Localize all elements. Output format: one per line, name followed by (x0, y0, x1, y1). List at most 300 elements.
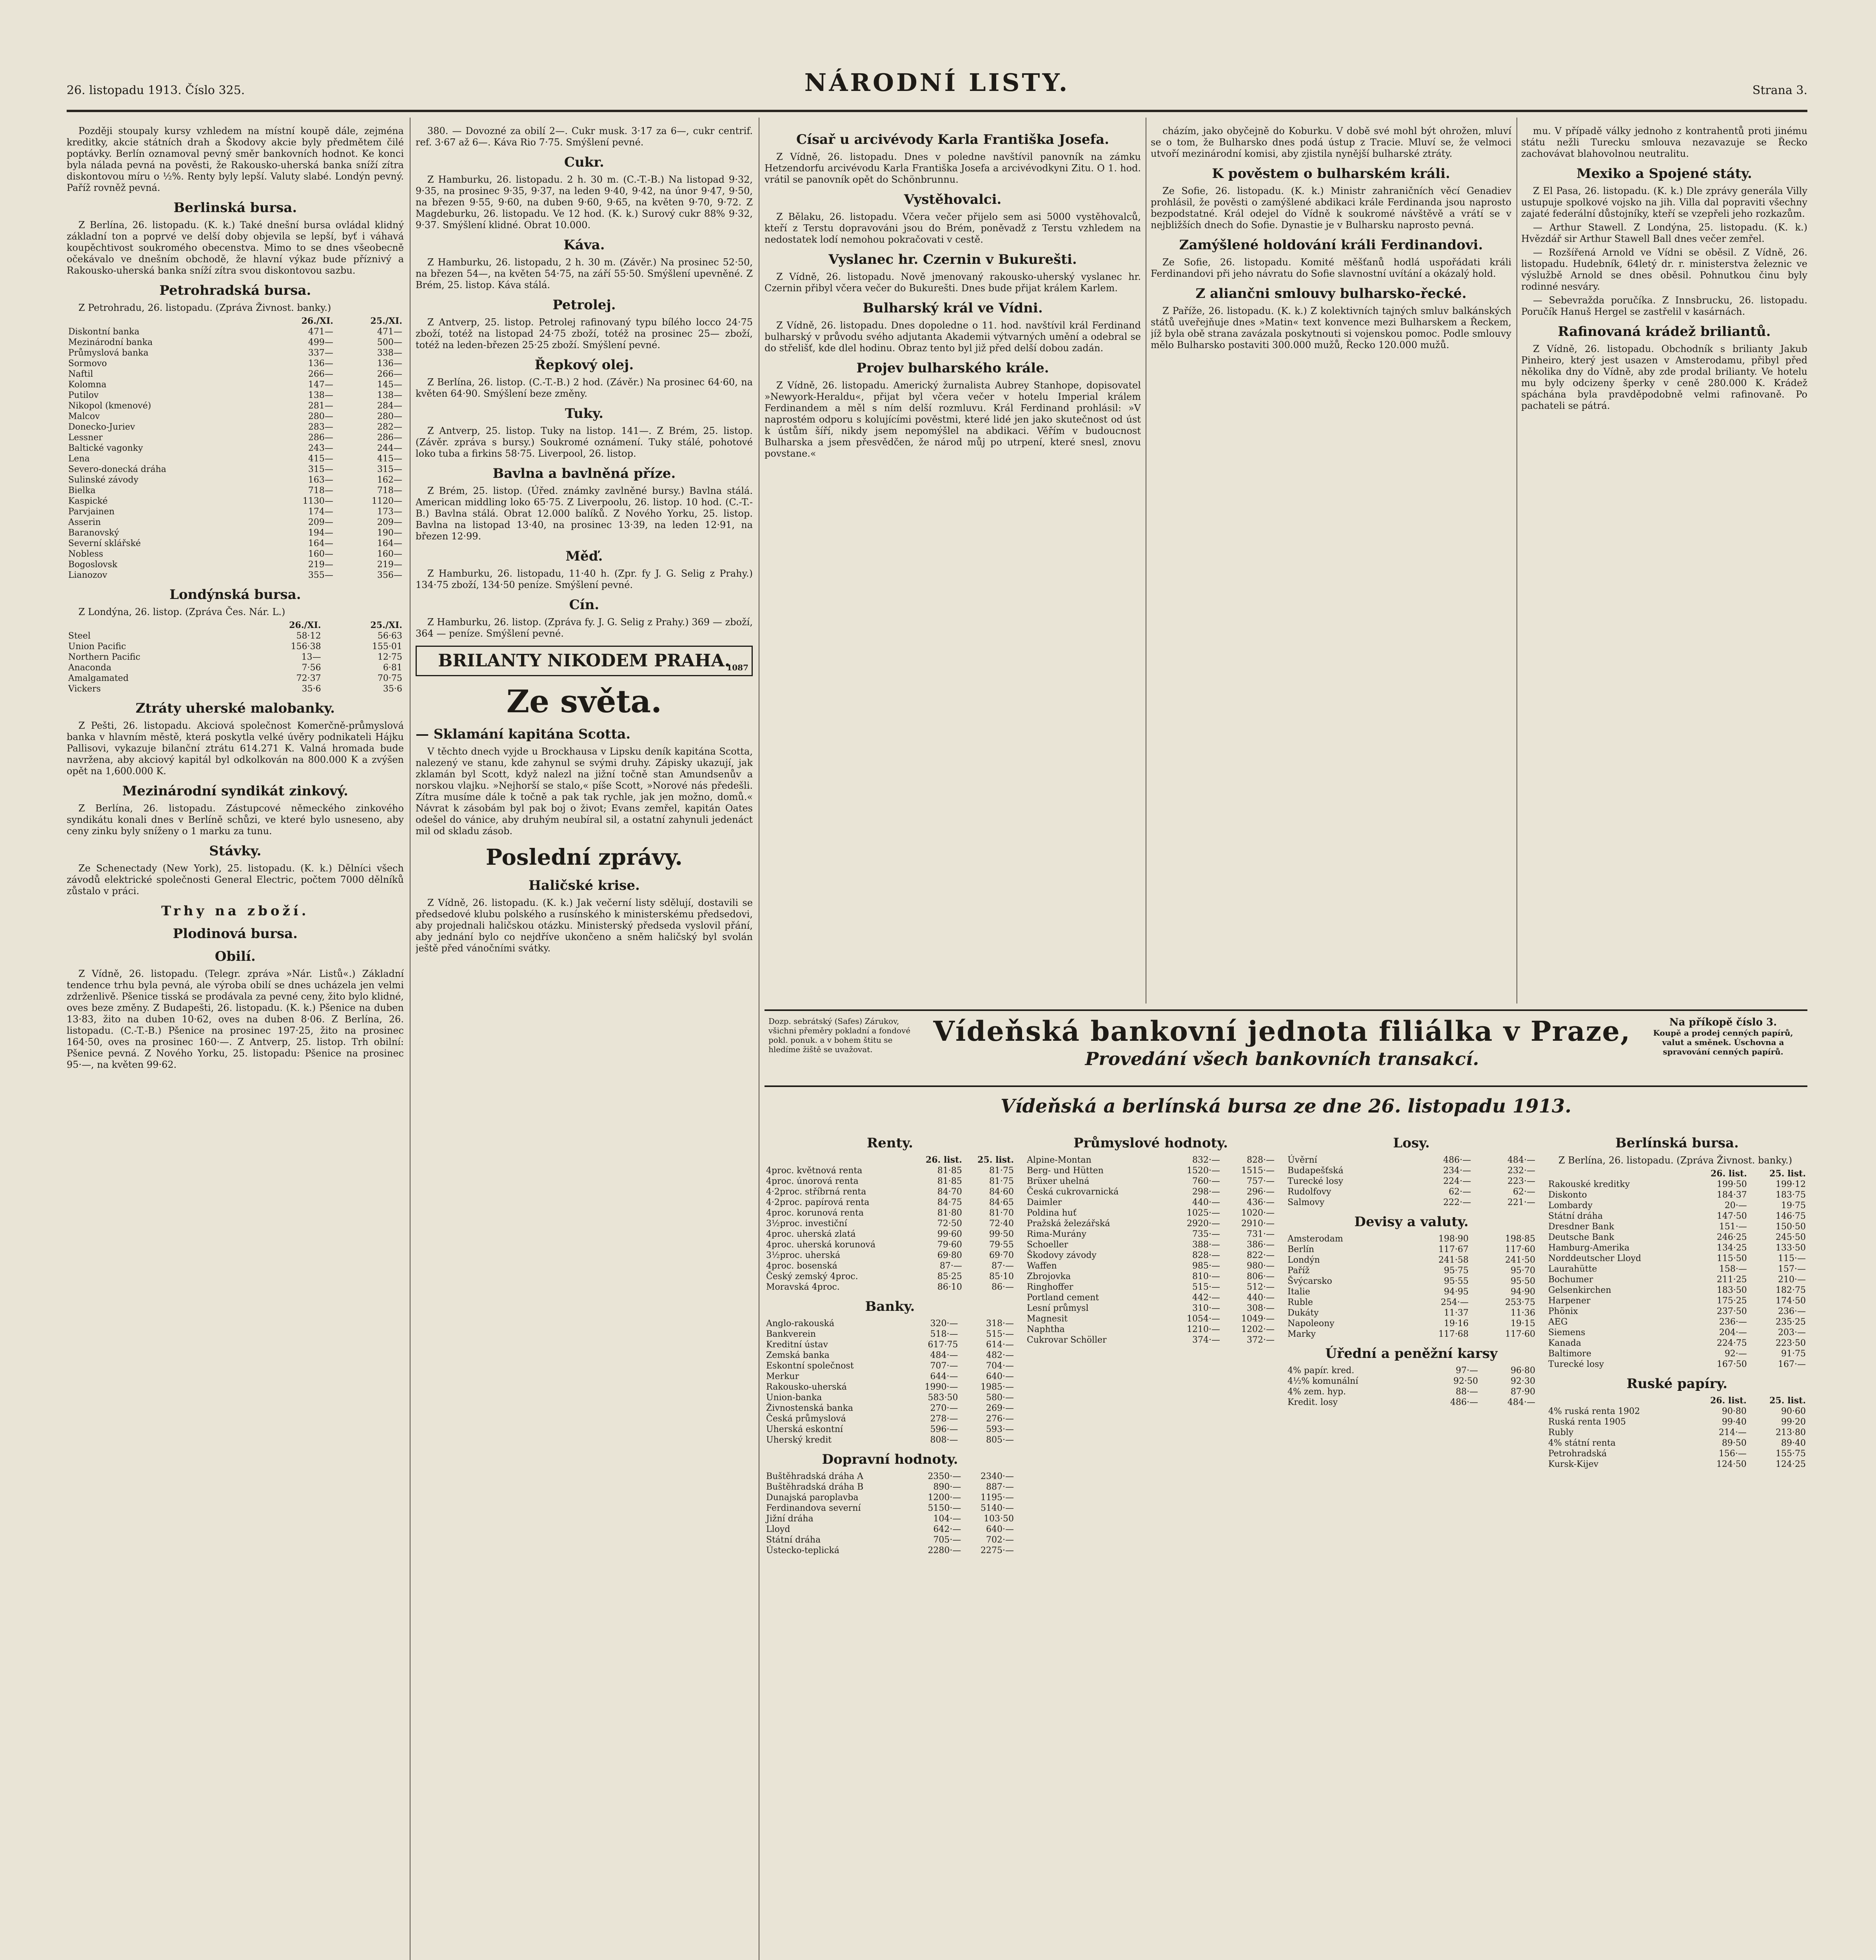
table-value-cell: 194— (308, 528, 334, 538)
table-value-cell: 642·— (933, 1524, 961, 1534)
table-row (1025, 1303, 1276, 1314)
table-value-cell: 81·85 (937, 1166, 962, 1176)
table-label-cell: Dukáty (1288, 1308, 1319, 1318)
table-value-cell: 1120— (372, 496, 402, 506)
oil-text: Z Berlína, 26. listop. (C.-T.-B.) 2 hod. (Závěr.) Na prosinec 64·60, na květen 64·90. Smýšlení beze změny. (416, 377, 753, 399)
table-value-cell: 117·67 (1438, 1245, 1469, 1254)
column-3 (765, 125, 1141, 1125)
table-value-cell: 2350·— (928, 1472, 961, 1481)
table-value-cell: 440·— (1192, 1198, 1220, 1207)
table-value-cell: 25. list. (1769, 1396, 1806, 1406)
table-label-cell (1547, 1396, 1689, 1406)
table-value-cell: 355— (308, 570, 334, 580)
table-label-cell: Turecké losy (1288, 1176, 1344, 1186)
table-row (765, 1261, 1015, 1271)
table-row (1547, 1317, 1807, 1327)
table-label-cell: Asserin (68, 517, 101, 527)
table-value-cell: 832·— (1192, 1155, 1220, 1165)
table-label-cell: Baltické vagonky (68, 443, 143, 453)
table-row (1025, 1187, 1276, 1197)
table-row (765, 1435, 1015, 1445)
london-exchange-heading: Londýnská bursa. (169, 587, 301, 603)
table-value-cell: 580·— (986, 1393, 1014, 1403)
table-label-cell: 4% státní renta (1548, 1438, 1616, 1448)
table-row (1025, 1229, 1276, 1240)
table-row (67, 496, 404, 506)
table-value-cell: 204·— (1719, 1328, 1747, 1338)
table-row (67, 641, 404, 652)
table-value-cell: 241·50 (1505, 1255, 1535, 1265)
table-row (1547, 1232, 1807, 1243)
table-value-cell: 442·— (1192, 1293, 1220, 1303)
table-label-cell: Hamburg-Amerika (1548, 1243, 1630, 1253)
table-value-cell: 147— (308, 380, 334, 390)
table-label-cell: Úvěrní (1288, 1155, 1317, 1165)
losses-heading: Ztráty uherské malobanky. (135, 701, 335, 716)
table-row (67, 684, 404, 694)
table-value-cell: 318·— (986, 1319, 1014, 1328)
table-row (1286, 1244, 1537, 1255)
table-value-cell: 2275·— (981, 1546, 1014, 1555)
table-value-cell: 72·37 (296, 673, 321, 683)
table-row (765, 1403, 1015, 1414)
table-label-cell: 4½% komunální (1288, 1376, 1358, 1386)
table-value-cell: 70·75 (378, 673, 402, 683)
table-value-cell: 62·— (1513, 1187, 1535, 1197)
table-label-cell: Český zemský 4proc. (766, 1272, 858, 1281)
table-value-cell: 223·— (1507, 1176, 1535, 1186)
table-value-cell: 338— (377, 348, 402, 358)
table-row (1547, 1406, 1807, 1417)
russian-papers-heading: Ruské papíry. (1626, 1376, 1728, 1392)
rumours-heading: K pověstem o bulharském králi. (1212, 166, 1450, 181)
theft-text: Z Vídně, 26. listopadu. Obchodník s brilianty Jakub Pinheiro, který jest usazen v Amsterodamu, přibyl před několika dny do Vídně, aby zde prodal brilianty. Ve hotelu mu byly odcizeny šperky v ceně 280.000 K. Krádež spáchána byla pravděpodobně velmi rafinovaně. Po pachateli se pátrá. (1521, 343, 1807, 411)
table-value-cell: 518·— (930, 1329, 958, 1339)
table-label-cell: Alpine-Montan (1027, 1155, 1091, 1165)
table-value-cell: 284— (377, 401, 402, 411)
table-value-cell: 822·— (1247, 1250, 1275, 1260)
table-value-cell: 224·— (1443, 1176, 1471, 1186)
table-label-cell: 4·2proc. papírová renta (766, 1198, 870, 1207)
table-value-cell: 99·20 (1781, 1417, 1806, 1427)
table-label-cell: Kredit. losy (1288, 1397, 1338, 1407)
table-row (765, 1392, 1015, 1403)
table-value-cell: 269·— (986, 1403, 1014, 1413)
table-label-cell: Merkur (766, 1372, 799, 1381)
table-label-cell: Turecké losy (1548, 1359, 1604, 1369)
table-row (1286, 1308, 1537, 1318)
table-value-cell: 156·— (1718, 1449, 1747, 1459)
table-value-cell: 25. list. (1769, 1169, 1806, 1179)
table-value-cell: 286— (308, 433, 334, 443)
table-label-cell: Rima-Murány (1027, 1229, 1086, 1239)
table-label-cell: Sulinské závody (68, 475, 139, 485)
table-value-cell: 484·— (1507, 1397, 1535, 1407)
table-label-cell: 4proc. bosenská (766, 1261, 837, 1271)
table-value-cell: 95·75 (1444, 1266, 1469, 1276)
table-label-cell (67, 620, 241, 631)
table-value-cell: 224·75 (1716, 1338, 1747, 1348)
table-value-cell: 19·15 (1511, 1319, 1535, 1328)
table-value-cell: 81·70 (989, 1208, 1014, 1218)
table-value-cell: 183·50 (1716, 1285, 1747, 1295)
table-label-cell: Londýn (1288, 1255, 1320, 1265)
table-value-cell: 81·85 (937, 1176, 962, 1186)
table-value-cell: 19·16 (1444, 1319, 1469, 1328)
table-value-cell: 184·37 (1716, 1190, 1747, 1200)
table-label-cell: 4proc. uherská korunová (766, 1240, 875, 1250)
table-label-cell: Nobless (68, 549, 104, 559)
table-label-cell: Buštěhradská dráha B (766, 1482, 864, 1492)
mexico-heading: Mexiko a Spojené státy. (1576, 166, 1752, 181)
table-value-cell: 415— (377, 454, 402, 464)
table-label-cell: Ústecko-teplická (766, 1546, 839, 1555)
bank-ad-services: Provedání všech bankovních transakcí. (1085, 1048, 1479, 1069)
sugar-heading: Cukr. (564, 154, 604, 170)
table-value-cell: 157·— (1778, 1264, 1806, 1274)
table-value-cell: 155·75 (1776, 1449, 1806, 1459)
rumours-text: Ze Sofie, 26. listopadu. (K. k.) Ministr zahraničních věcí Genadiev prohlásil, že pověsti o zamýšlené abdikaci krále Ferdinanda jsou naprosto bezpodstatné. Král odejel do Vídně k soukromé návštěvě a vrátí se v nejbližších dnech do Sofie. Dynastie je v Bulharsku naprosto pevná. (1151, 185, 1511, 230)
currencies-heading: Devisy a valuty. (1354, 1214, 1469, 1230)
table-value-cell: 2340·— (981, 1472, 1014, 1481)
table-value-cell: 69·70 (989, 1250, 1014, 1260)
table-row (1286, 1365, 1537, 1376)
table-row (765, 1271, 1015, 1282)
table-label-cell: Lena (68, 454, 90, 464)
table-label-cell: Česká průmyslová (766, 1414, 846, 1424)
table-label-cell: Napoleony (1288, 1319, 1335, 1328)
table-label-cell: 4proc. květnová renta (766, 1166, 863, 1176)
table-value-cell: 56·63 (378, 631, 402, 641)
table-row (1547, 1285, 1807, 1296)
table-value-cell: 203·— (1778, 1328, 1806, 1338)
vienna-suicide-text: — Rozšířená Arnold ve Vídni se oběsil. Z Vídně, 26. listopadu. Hudebník, 64letý dr. r. ministerstva železnic ve výslužbě Arnold se dnes oběsil. Pohnutkou činu byly rodinné nesváry. (1521, 247, 1807, 292)
table-value-cell: 183·75 (1776, 1190, 1806, 1200)
table-row (765, 1524, 1015, 1535)
table-label-cell (67, 316, 266, 327)
table-header-row (67, 316, 404, 327)
table-row (1286, 1287, 1537, 1297)
table-row (67, 401, 404, 411)
table-row (765, 1218, 1015, 1229)
table-label-cell: Berg- und Hütten (1027, 1166, 1104, 1176)
table-value-cell: 86·10 (937, 1282, 962, 1292)
scott-text: V těchto dnech vyjde u Brockhausa v Lipsku deník kapitána Scotta, nalezený ve stanu, kde zahynul se svými druhy. Zápisky ukazují, jak zklamán byl Scott, když nalezl na jižní točně stan Amundsenův a norskou vlajku. »Nejhorší se stalo,« píše Scott, »Norové nás předešli. Zítra musíme dále k točně a pak tak rychle, jak jen možno, domů.« Návrat k zásobám byl pak boj o život; Evans zemřel, kapitán Oates odešel do vánice, aby druhým neubíral sil, a ostatní zahynuli jedenáct mil od skladu zásob. (416, 746, 753, 837)
table-row (67, 652, 404, 662)
table-value-cell: 246·25 (1716, 1232, 1747, 1242)
table-row (765, 1503, 1015, 1514)
table-value-cell: 81·75 (989, 1166, 1014, 1176)
table-value-cell: 1520·— (1187, 1166, 1220, 1176)
table-row (67, 454, 404, 464)
strikes-text: Ze Schenectady (New York), 25. listopadu. (K. k.) Dělníci všech závodů elektrické společnosti General Electric, počtem 7000 dělníků zůstalo v práci. (67, 863, 404, 897)
table-value-cell: 482·— (986, 1350, 1014, 1360)
table-label-cell (1547, 1169, 1690, 1179)
table-value-cell: 1020·— (1241, 1208, 1275, 1218)
table-value-cell: 1200·— (928, 1493, 961, 1503)
table-row (765, 1282, 1015, 1292)
table-label-cell: Ringhoffer (1027, 1282, 1073, 1292)
table-value-cell: 486·— (1443, 1155, 1471, 1165)
table-label-cell: Dunajská paroplavba (766, 1493, 859, 1503)
fats-heading: Tuky. (565, 406, 604, 421)
table-value-cell: 241·58 (1438, 1255, 1469, 1265)
table-row (1547, 1448, 1807, 1459)
bonds-heading: Renty. (866, 1135, 913, 1151)
table-value-cell: 99·40 (1722, 1417, 1747, 1427)
table-row (1025, 1250, 1276, 1261)
losses-text: Z Pešti, 26. listopadu. Akciová společnost Komerčně-průmyslová banka v hlavním městě, která poskytla velké úvěry podnikateli Hájku Pallisovi, vykazuje bilanční ztrátu 614.271 K. Valná hromada bude navržena, aby akciový kapitál byl odkolkován na 800.000 K a zvýšen opět na 1,600.000 K. (67, 720, 404, 777)
table-label-cell: Bielka (68, 486, 96, 495)
table-value-cell: 512·— (1247, 1282, 1275, 1292)
table-value-cell: 281— (308, 401, 334, 411)
berlin-exchange-text: Z Berlína, 26. listopadu. (K. k.) Také dnešní bursa ovládal klidný základní ton a poprvé ve delší doby objevila se lepší, byť i váhavá koupěchtivost soukromého obecenstva. Mimo to se dnes všeobecně očekávalo ve dnešním obchodě, že hlavní výkaz bude příznivý a Rakousko-uherská banka sníží zítra svou diskontovou sazbu. (67, 220, 404, 276)
table-value-cell: 980·— (1247, 1261, 1275, 1271)
fats-text: Z Antverp, 25. listop. Tuky na listop. 141—. Z Brém, 25. listop. (Závěr. zpráva s bursy.) Soukromé oznámení. Tuky stálé, pohotové loko tuba a firkins 58·75. Liverpool, 26. listop. (416, 425, 753, 459)
table-value-cell: 214·— (1718, 1428, 1747, 1437)
col4-top-text: cházím, jako obyčejně do Koburku. V době své mohl být ohrožen, mluví se o tom, že Bulharsko dnes podá ústup z Tracie. Mluví se, že velmoci utvoří mezinárodní komisi, aby zjistila nynější bulharské ztráty. (1151, 125, 1511, 159)
bank-ad-right (1643, 1016, 1803, 1056)
table-value-cell: 640·— (986, 1372, 1014, 1381)
table-label-cell: Diskonto (1548, 1190, 1587, 1200)
table-label-cell: Česká cukrovarnická (1027, 1187, 1119, 1197)
table-value-cell: 1049·— (1241, 1314, 1275, 1324)
table-label-cell: Lessner (68, 433, 103, 443)
table-value-cell: 115·50 (1716, 1254, 1747, 1263)
oil-heading: Řepkový olej. (534, 357, 634, 373)
table-value-cell: 320·— (930, 1319, 958, 1328)
table-label-cell: Union-banka (766, 1393, 822, 1403)
table-label-cell: AEG (1548, 1317, 1568, 1327)
zinc-text: Z Berlína, 26. listopadu. Zástupcové německého zinkového syndikátu konali dnes v Berlíně schůzi, ve které bylo usneseno, aby ceny zinku byly sníženy o 1 marku za tunu. (67, 803, 404, 837)
table-value-cell: 164— (377, 539, 402, 548)
table-value-cell: 133·50 (1776, 1243, 1806, 1253)
official-rates-table (1286, 1365, 1537, 1408)
table-value-cell: 26. list. (926, 1155, 962, 1165)
table-value-cell: 84·65 (989, 1198, 1014, 1207)
table-value-cell: 614·— (986, 1340, 1014, 1350)
table-value-cell: 308·— (1247, 1303, 1275, 1313)
table-label-cell: 3½proc. investiční (766, 1219, 847, 1229)
table-label-cell: Severní sklářské (68, 539, 141, 548)
stock-exchange-title: Vídeňská a berlínská bursa ze dne 26. listopadu 1913. (1000, 1095, 1572, 1117)
table-value-cell: 156·38 (291, 642, 321, 652)
table-row (1547, 1348, 1807, 1359)
table-row (765, 1329, 1015, 1339)
table-value-cell: 583·50 (928, 1393, 958, 1403)
homage-heading: Zamýšlené holdování králi Ferdinandovi. (1179, 237, 1483, 253)
table-value-cell: 386·— (1247, 1240, 1275, 1250)
table-label-cell: Waffen (1027, 1261, 1057, 1271)
lottery-bonds-table (1286, 1155, 1537, 1208)
stawell-text: — Arthur Stawell. Z Londýna, 25. listopadu. (K. k.) Hvězdář sir Arthur Stawell Ball dnes večer zemřel. (1521, 222, 1807, 244)
table-value-cell: 162— (377, 475, 402, 485)
table-value-cell: 210·— (1778, 1275, 1806, 1285)
table-row (765, 1339, 1015, 1350)
table-value-cell: 298·— (1192, 1187, 1220, 1197)
table-label-cell: 4% zem. hyp. (1288, 1387, 1346, 1397)
table-label-cell: Diskontní banka (68, 327, 140, 337)
col5-top-text: mu. V případě války jednoho z kontrahentů proti jinému státu nežli Turecku smlouva nezavazuje se Řecko zachovávat blahovolnou neutralitu. (1521, 125, 1807, 159)
table-value-cell: 1515·— (1241, 1166, 1275, 1176)
table-value-cell: 147·50 (1716, 1211, 1747, 1221)
table-value-cell: 1210·— (1187, 1325, 1220, 1334)
galicia-text: Z Vídně, 26. listopadu. (K. k.) Jak večerní listy sdělují, dostavili se předsedové klubu polského a rusínského k ministerskému předsedovi, aby projednali haličskou otázku. Ministerský předseda vyslovil přání, aby jednání bylo co nejdříve ukončeno a sněm haličský byl svolán ještě před vánočními svátky. (416, 897, 753, 954)
table-row (1547, 1274, 1807, 1285)
table-row (67, 422, 404, 432)
table-row (765, 1250, 1015, 1261)
tin-heading: Cín. (569, 597, 599, 613)
table-value-cell: 235·25 (1776, 1317, 1806, 1327)
table-label-cell: 4·2proc. stříbrná renta (766, 1187, 866, 1197)
table-label-cell: Amalgamated (68, 673, 129, 683)
king-statement-text: Z Vídně, 26. listopadu. Americký žurnalista Aubrey Stanhope, dopisovatel »Newyork-Heraldu«, přijat byl včera večer v hotelu Imperial králem Ferdinandem a měl s ním delší rozmluvu. Král Ferdinand prohlásil: »V naprostém odporu s kolujícími pověstmi, které lidé jen jako skutečnost od úst k ústům šíří, nikdy jsem nepomýšlel na abdikaci. Věřím v budoucnost Bulharska a jsem přesvědčen, že národ můj po utrpení, které snesl, znovu povstane.« (765, 380, 1141, 459)
table-row (1025, 1165, 1276, 1176)
masthead-title: NÁRODNÍ LISTY. (804, 68, 1070, 97)
table-value-cell: 96·80 (1511, 1366, 1535, 1376)
table-value-cell: 117·60 (1505, 1245, 1535, 1254)
table-value-cell: 278·— (930, 1414, 958, 1424)
table-value-cell: 158·— (1719, 1264, 1747, 1274)
table-label-cell: Mezinárodní banka (68, 338, 153, 347)
sugar-text: Z Hamburku, 26. listopadu. 2 h. 30 m. (C.-T.-B.) Na listopad 9·32, 9·35, na prosinec 9·35, 9·37, na leden 9·40, 9·42, na únor 9·47, 9·50, na březen 9·55, 9·60, na duben 9·60, 9·65, na květen 9·70, 9·72. Z Magdeburku, 26. listopadu. Ve 12 hod. (K. k.) Surový cukr 88% 9·32, 9·37. Smýšlení klidné. Obrat 10.000. (416, 174, 753, 230)
table-value-cell: 253·75 (1505, 1298, 1535, 1307)
table-value-cell: 26./XI. (289, 620, 321, 630)
table-value-cell: 190— (377, 528, 402, 538)
table-label-cell: Portland cement (1027, 1293, 1099, 1303)
table-value-cell: 718— (308, 486, 334, 495)
table-label-cell (765, 1155, 912, 1165)
bulgarian-king-heading: Bulharský král ve Vídni. (863, 300, 1043, 316)
table-label-cell: Northern Pacific (68, 652, 141, 662)
table-label-cell: Amsterodam (1288, 1234, 1343, 1244)
czernin-text: Z Vídně, 26. listopadu. Nově jmenovaný rakousko-uherský vyslanec hr. Czernin přibyl včera večer do Bukurešti. Dnes bude přijat králem Karlem. (765, 271, 1141, 294)
table-label-cell: Steel (68, 631, 91, 641)
table-value-cell: 985·— (1192, 1261, 1220, 1271)
table-value-cell: 471— (377, 327, 402, 337)
table-value-cell: 436·— (1247, 1198, 1275, 1207)
table-value-cell: 95·50 (1511, 1276, 1535, 1286)
table-value-cell: 2910·— (1241, 1219, 1275, 1229)
table-label-cell: Lombardy (1548, 1201, 1593, 1210)
table-value-cell: 90·60 (1781, 1406, 1806, 1416)
table-row (67, 517, 404, 528)
table-label-cell: Bogoslovsk (68, 560, 118, 570)
table-value-cell: 92·50 (1453, 1376, 1478, 1386)
column-2 (416, 125, 753, 1960)
table-label-cell: Siemens (1548, 1328, 1585, 1338)
table-value-cell: 198·85 (1505, 1234, 1535, 1244)
bonds-table (765, 1155, 1015, 1292)
table-label-cell: Norddeutscher Lloyd (1548, 1254, 1641, 1263)
world-news-heading: Ze světa. (506, 683, 662, 720)
table-row (1547, 1327, 1807, 1338)
table-row (1025, 1324, 1276, 1335)
table-row (765, 1545, 1015, 1556)
table-row (1286, 1297, 1537, 1308)
table-value-cell: 182·75 (1776, 1285, 1806, 1295)
market-intro: Později stoupaly kursy vzhledem na místní koupě dále, zejména kreditky, akcie státních drah a Škodovy akcie byly předmětem čilé poptávky. Berlín oznamoval pevný směr bankovních hodnot. Ke konci byla nálada pevná na pověsti, že Rakousko-uherská banka sníží zítra diskontovou míru o ½%. Renty byly lepší. Valuty slabé. Londýn pevný. Paříž rovněž pevná. (67, 125, 404, 193)
table-value-cell: 209— (377, 517, 402, 527)
table-row (67, 673, 404, 684)
table-value-cell: 702·— (986, 1535, 1014, 1545)
table-value-cell: 209— (308, 517, 334, 527)
table-value-cell: 92·— (1724, 1349, 1747, 1359)
table-value-cell: 757·— (1247, 1176, 1275, 1186)
table-row (765, 1350, 1015, 1361)
table-value-cell: 94·90 (1511, 1287, 1535, 1297)
table-value-cell: 124·50 (1716, 1459, 1747, 1469)
table-row (1547, 1438, 1807, 1448)
table-label-cell: Lesní průmysl (1027, 1303, 1089, 1313)
table-label-cell: Poldina huť (1027, 1208, 1077, 1218)
table-row (1025, 1292, 1276, 1303)
table-label-cell: 4proc. únorová renta (766, 1176, 859, 1186)
table-value-cell: 104·— (933, 1514, 961, 1524)
table-label-cell: Sormovo (68, 359, 107, 368)
table-value-cell: 372·— (1247, 1335, 1275, 1345)
table-label-cell: Rubly (1548, 1428, 1574, 1437)
table-row (67, 528, 404, 538)
table-value-cell: 13— (301, 652, 321, 662)
table-value-cell: 276·— (986, 1414, 1014, 1424)
table-label-cell: Lianozov (68, 570, 107, 580)
table-row (67, 411, 404, 422)
table-value-cell: 266— (308, 369, 334, 379)
table-value-cell: 828·— (1192, 1250, 1220, 1260)
table-value-cell: 163— (308, 475, 334, 485)
table-value-cell: 117·60 (1505, 1329, 1535, 1339)
table-label-cell: Jižní dráha (766, 1514, 814, 1524)
table-row (1547, 1459, 1807, 1470)
table-row (1547, 1211, 1807, 1221)
table-value-cell: 94·95 (1444, 1287, 1469, 1297)
emperor-heading: Císař u arcivévody Karla Františka Josefa. (796, 132, 1109, 147)
table-value-cell: 35·6 (301, 684, 321, 694)
table-label-cell: Baranovský (68, 528, 119, 538)
copper-heading: Měď. (565, 548, 603, 564)
table-value-cell: 236·— (1719, 1317, 1747, 1327)
table-label-cell: Kaspické (68, 496, 108, 506)
table-value-cell: 644·— (930, 1372, 958, 1381)
table-value-cell: 174·50 (1776, 1296, 1806, 1306)
table-label-cell: Baltimore (1548, 1349, 1591, 1359)
table-label-cell: Anaconda (68, 663, 112, 673)
table-row (1547, 1417, 1807, 1427)
table-label-cell: Petrohradská (1548, 1449, 1607, 1459)
bank-ad-name: Vídeňská bankovní jednota filiálka v Praze, (933, 1015, 1631, 1047)
table-row (765, 1208, 1015, 1218)
table-value-cell: 245·50 (1776, 1232, 1806, 1242)
table-value-cell: 89·40 (1781, 1438, 1806, 1448)
industrial-table (1025, 1155, 1276, 1345)
industrial-heading: Průmyslové hodnoty. (1073, 1135, 1228, 1151)
table-label-cell: Nikopol (kmenové) (68, 401, 151, 411)
table-value-cell: 296·— (1247, 1187, 1275, 1197)
brilliants-ad-text: BRILANTY NIKODEM PRAHA. (438, 651, 730, 671)
table-row (67, 432, 404, 443)
table-label-cell: Severo-donecká dráha (68, 465, 167, 474)
table-value-cell: 87·— (939, 1261, 962, 1271)
tin-text: Z Hamburku, 26. listop. (Zpráva fy. J. G. Selig z Prahy.) 369 — zboží, 364 — peníze. Smýšlení pevné. (416, 617, 753, 639)
table-value-cell: 150·50 (1776, 1222, 1806, 1232)
table-value-cell: 26./XI. (301, 316, 334, 326)
theft-heading: Rafinovaná krádež briliantů. (1558, 324, 1771, 339)
emigrants-text: Z Bělaku, 26. listopadu. Včera večer přijelo sem asi 5000 vystěhovalců, kteří z Terstu dopravováni jsou do Brém, poněvadž z Terstu vzhledem na nedostatek lodí nemohou pokračovati v cestě. (765, 211, 1141, 245)
table-label-cell: Státní dráha (766, 1535, 821, 1545)
table-label-cell: Parvjainen (68, 507, 115, 517)
table-row (1286, 1397, 1537, 1408)
